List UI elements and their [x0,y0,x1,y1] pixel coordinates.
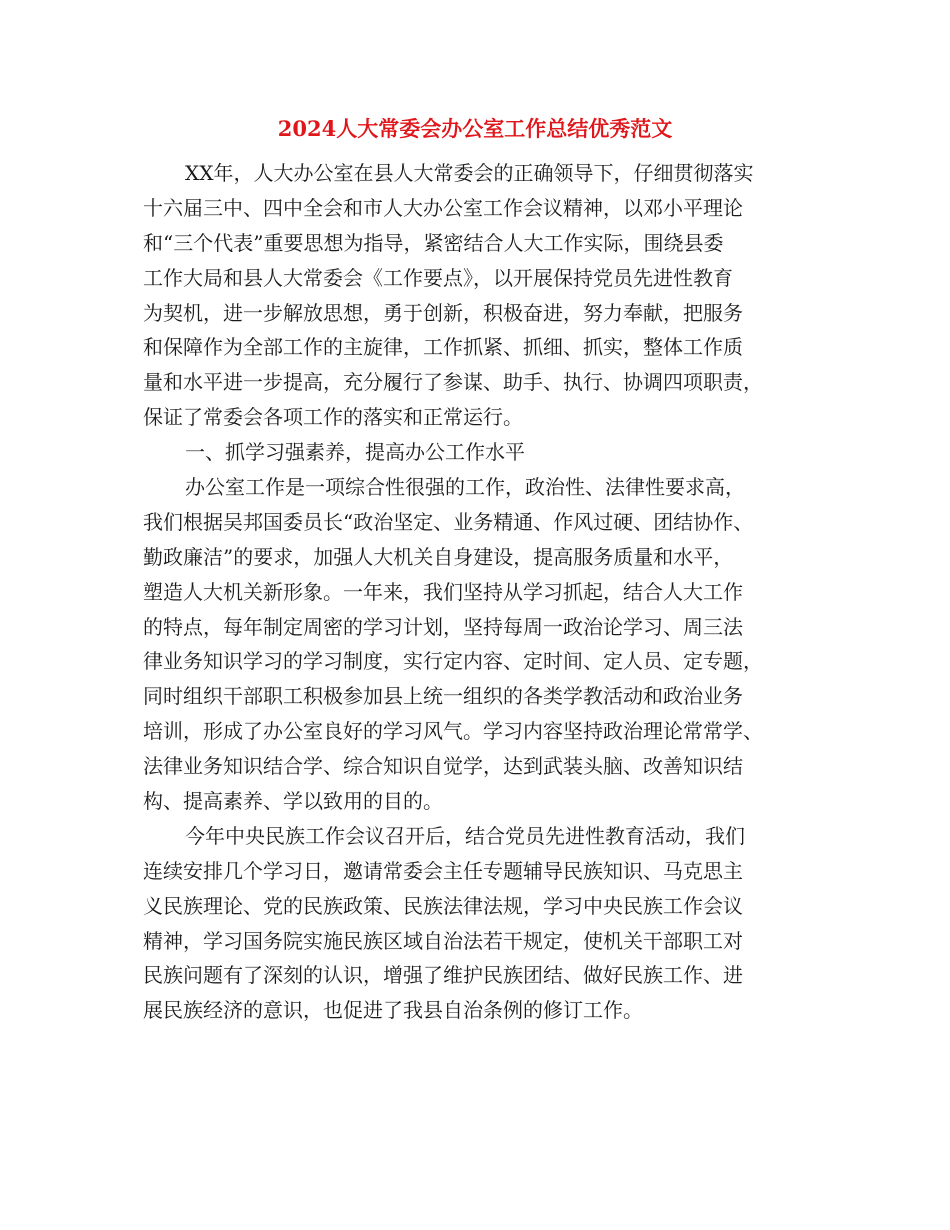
paragraph-line: 展民族经济的意识，也促进了我县自治条例的修订工作。 [143,998,643,1023]
paragraph-line: 今年中央民族工作会议召开后，结合党员先进性教育活动，我们 [185,823,745,848]
paragraph-line: 法律业务知识结合学、综合知识自觉学，达到武装头脑、改善知识结 [143,754,743,779]
paragraph-line: 连续安排几个学习日，邀请常委会主任专题辅导民族知识、马克思主 [143,858,743,883]
paragraph-line: 保证了常委会各项工作的落实和正常运行。 [143,405,523,430]
paragraph-line: 同时组织干部职工积极参加县上统一组织的各类学教活动和政治业务 [143,684,743,709]
paragraph-line: XX年，人大办公室在县人大常委会的正确领导下，仔细贯彻落实 [185,161,754,185]
paragraph-line: 律业务知识学习的学习制度，实行定内容、定时间、定人员、定专题， [143,649,763,674]
document-title: 2024人大常委会办公室工作总结优秀范文 [277,116,673,141]
paragraph-line: 民族问题有了深刻的认识，增强了维护民族团结、做好民族工作、进 [143,963,743,988]
paragraph-line: 构、提高素养、学以致用的目的。 [143,789,443,814]
paragraph-line: 十六届三中、四中全会和市人大办公室工作会议精神，以邓小平理论 [143,195,743,220]
document-body [143,156,807,1028]
paragraph-line: 和“三个代表”重要思想为指导，紧密结合人大工作实际，围绕县委 [143,230,724,255]
paragraph-line: 工作大局和县人大常委会《工作要点》，以开展保持党员先进性教育 [143,265,733,290]
paragraph-line: 我们根据吴邦国委员长“政治坚定、业务精通、作风过硬、团结协作、 [143,509,754,534]
paragraph-line: 量和水平进一步提高，充分履行了参谋、助手、执行、协调四项职责， [143,370,763,395]
section-heading: 一、抓学习强素养，提高办公工作水平 [185,440,525,465]
paragraph-line: 勤政廉洁”的要求，加强人大机关自身建设，提高服务质量和水平， [143,544,734,569]
paragraph-line: 精神，学习国务院实施民族区域自治法若干规定，使机关干部职工对 [143,928,743,953]
paragraph-line: 的特点，每年制定周密的学习计划，坚持每周一政治论学习、周三法 [143,614,743,639]
paragraph-line: 为契机，进一步解放思想，勇于创新，积极奋进，努力奉献，把服务 [143,300,743,325]
paragraph-line: 塑造人大机关新形象。一年来，我们坚持从学习抓起，结合人大工作 [143,579,743,604]
paragraph-line: 培训，形成了办公室良好的学习风气。学习内容坚持政治理论常常学、 [143,719,763,744]
paragraph-line: 和保障作为全部工作的主旋律，工作抓紧、抓细、抓实，整体工作质 [143,335,743,360]
paragraph-line: 义民族理论、党的民族政策、民族法律法规，学习中央民族工作会议 [143,893,743,918]
paragraph-line: 办公室工作是一项综合性很强的工作，政治性、法律性要求高， [185,475,745,500]
